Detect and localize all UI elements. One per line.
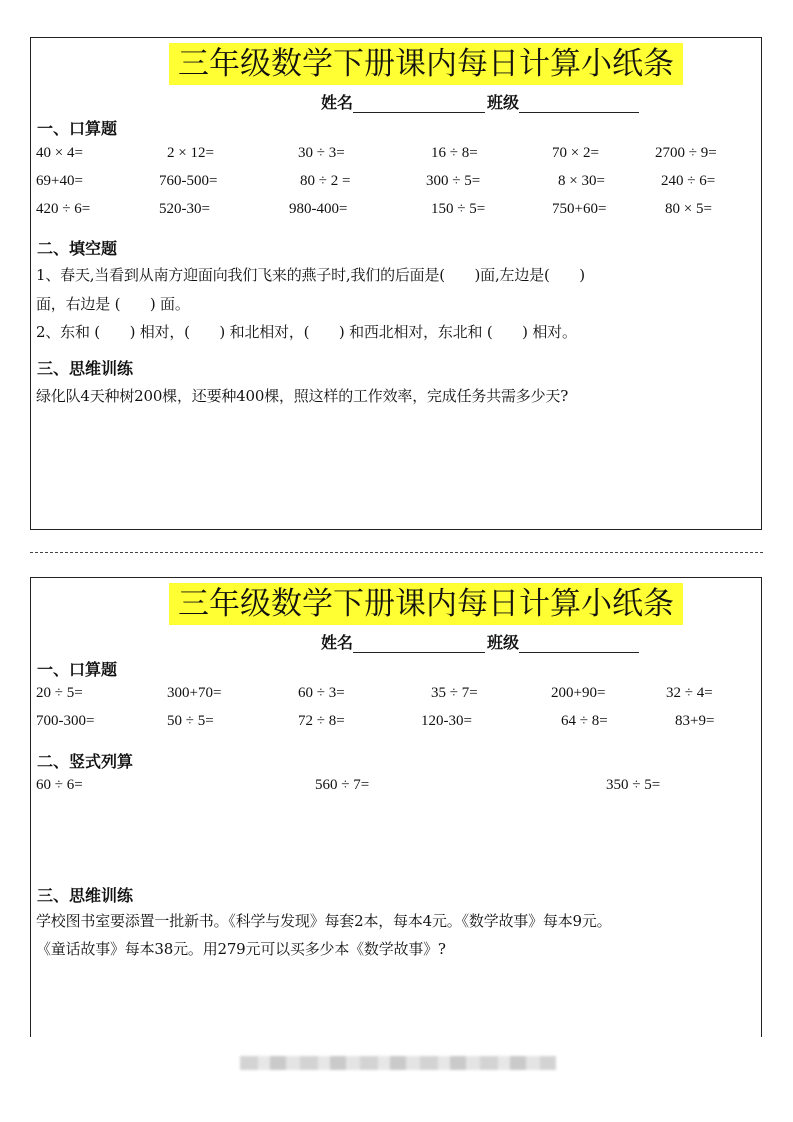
name-label: 姓名 (321, 93, 354, 112)
problem: 2 × 12= (167, 145, 214, 161)
section-fill-blank: 二、填空题 (37, 239, 118, 258)
problem: 980-400= (289, 201, 348, 217)
worksheet-title: 三年级数学下册课内每日计算小纸条 (169, 583, 683, 625)
section-oral-calc: 一、口算题 (37, 119, 118, 138)
class-label: 班级 (487, 93, 520, 112)
name-blank[interactable] (353, 94, 485, 113)
problem: 69+40= (36, 173, 83, 189)
vertical-problem: 560 ÷ 7= (315, 777, 370, 793)
name-label: 姓名 (321, 633, 354, 652)
problem: 16 ÷ 8= (431, 145, 478, 161)
name-blank[interactable] (353, 634, 485, 653)
fill-question-1: 1、春天,当看到从南方迎面向我们飞来的燕子时,我们的后面是( )面,左边是( ) (36, 266, 585, 284)
problem: 70 × 2= (552, 145, 599, 161)
problem: 60 ÷ 3= (298, 685, 345, 701)
thinking-question-cont: 《童话故事》每本38元。用279元可以买多少本《数学故事》? (36, 940, 446, 958)
problem: 32 ÷ 4= (666, 685, 713, 701)
section-oral-calc: 一、口算题 (37, 660, 118, 679)
class-blank[interactable] (519, 634, 639, 653)
problem: 35 ÷ 7= (431, 685, 478, 701)
problem: 2700 ÷ 9= (655, 145, 717, 161)
problem: 300 ÷ 5= (426, 173, 481, 189)
problem: 700-300= (36, 713, 95, 729)
problem: 760-500= (159, 173, 218, 189)
vertical-problem: 60 ÷ 6= (36, 777, 83, 793)
thinking-question: 学校图书室要添置一批新书。《科学与发现》每套2本，每本4元。《数学故事》每本9元。 (36, 912, 612, 930)
problem: 50 ÷ 5= (167, 713, 214, 729)
class-label: 班级 (487, 633, 520, 652)
problem: 200+90= (551, 685, 606, 701)
problem: 30 ÷ 3= (298, 145, 345, 161)
blurred-watermark (240, 1056, 556, 1070)
class-blank[interactable] (519, 94, 639, 113)
worksheet-card-2 (30, 577, 762, 1037)
worksheet-title: 三年级数学下册课内每日计算小纸条 (169, 43, 683, 85)
name-class-row (321, 630, 641, 653)
worksheet-card-1 (30, 37, 762, 530)
problem: 72 ÷ 8= (298, 713, 345, 729)
thinking-question: 绿化队4天种树200棵，还要种400棵，照这样的工作效率，完成任务共需多少天? (36, 387, 569, 405)
problem: 80 × 5= (665, 201, 712, 217)
problem: 150 ÷ 5= (431, 201, 486, 217)
fill-question-1-cont: 面，右边是 ( ) 面。 (36, 295, 190, 313)
name-class-row (321, 90, 641, 113)
problem: 83+9= (675, 713, 715, 729)
problem: 300+70= (167, 685, 222, 701)
section-vertical-calc: 二、竖式列算 (37, 752, 134, 771)
problem: 750+60= (552, 201, 607, 217)
problem: 520-30= (159, 201, 210, 217)
problem: 20 ÷ 5= (36, 685, 83, 701)
section-thinking: 三、思维训练 (37, 359, 134, 378)
problem: 40 × 4= (36, 145, 83, 161)
vertical-problem: 350 ÷ 5= (606, 777, 661, 793)
problem: 120-30= (421, 713, 472, 729)
cut-line-divider (30, 552, 763, 553)
problem: 420 ÷ 6= (36, 201, 91, 217)
problem: 64 ÷ 8= (561, 713, 608, 729)
problem: 240 ÷ 6= (661, 173, 716, 189)
problem: 8 × 30= (558, 173, 605, 189)
fill-question-2: 2、东和 ( ) 相对，( ) 和北相对，( ) 和西北相对，东北和 ( ) 相对。 (36, 323, 577, 341)
section-thinking: 三、思维训练 (37, 886, 134, 905)
problem: 80 ÷ 2 = (300, 173, 351, 189)
